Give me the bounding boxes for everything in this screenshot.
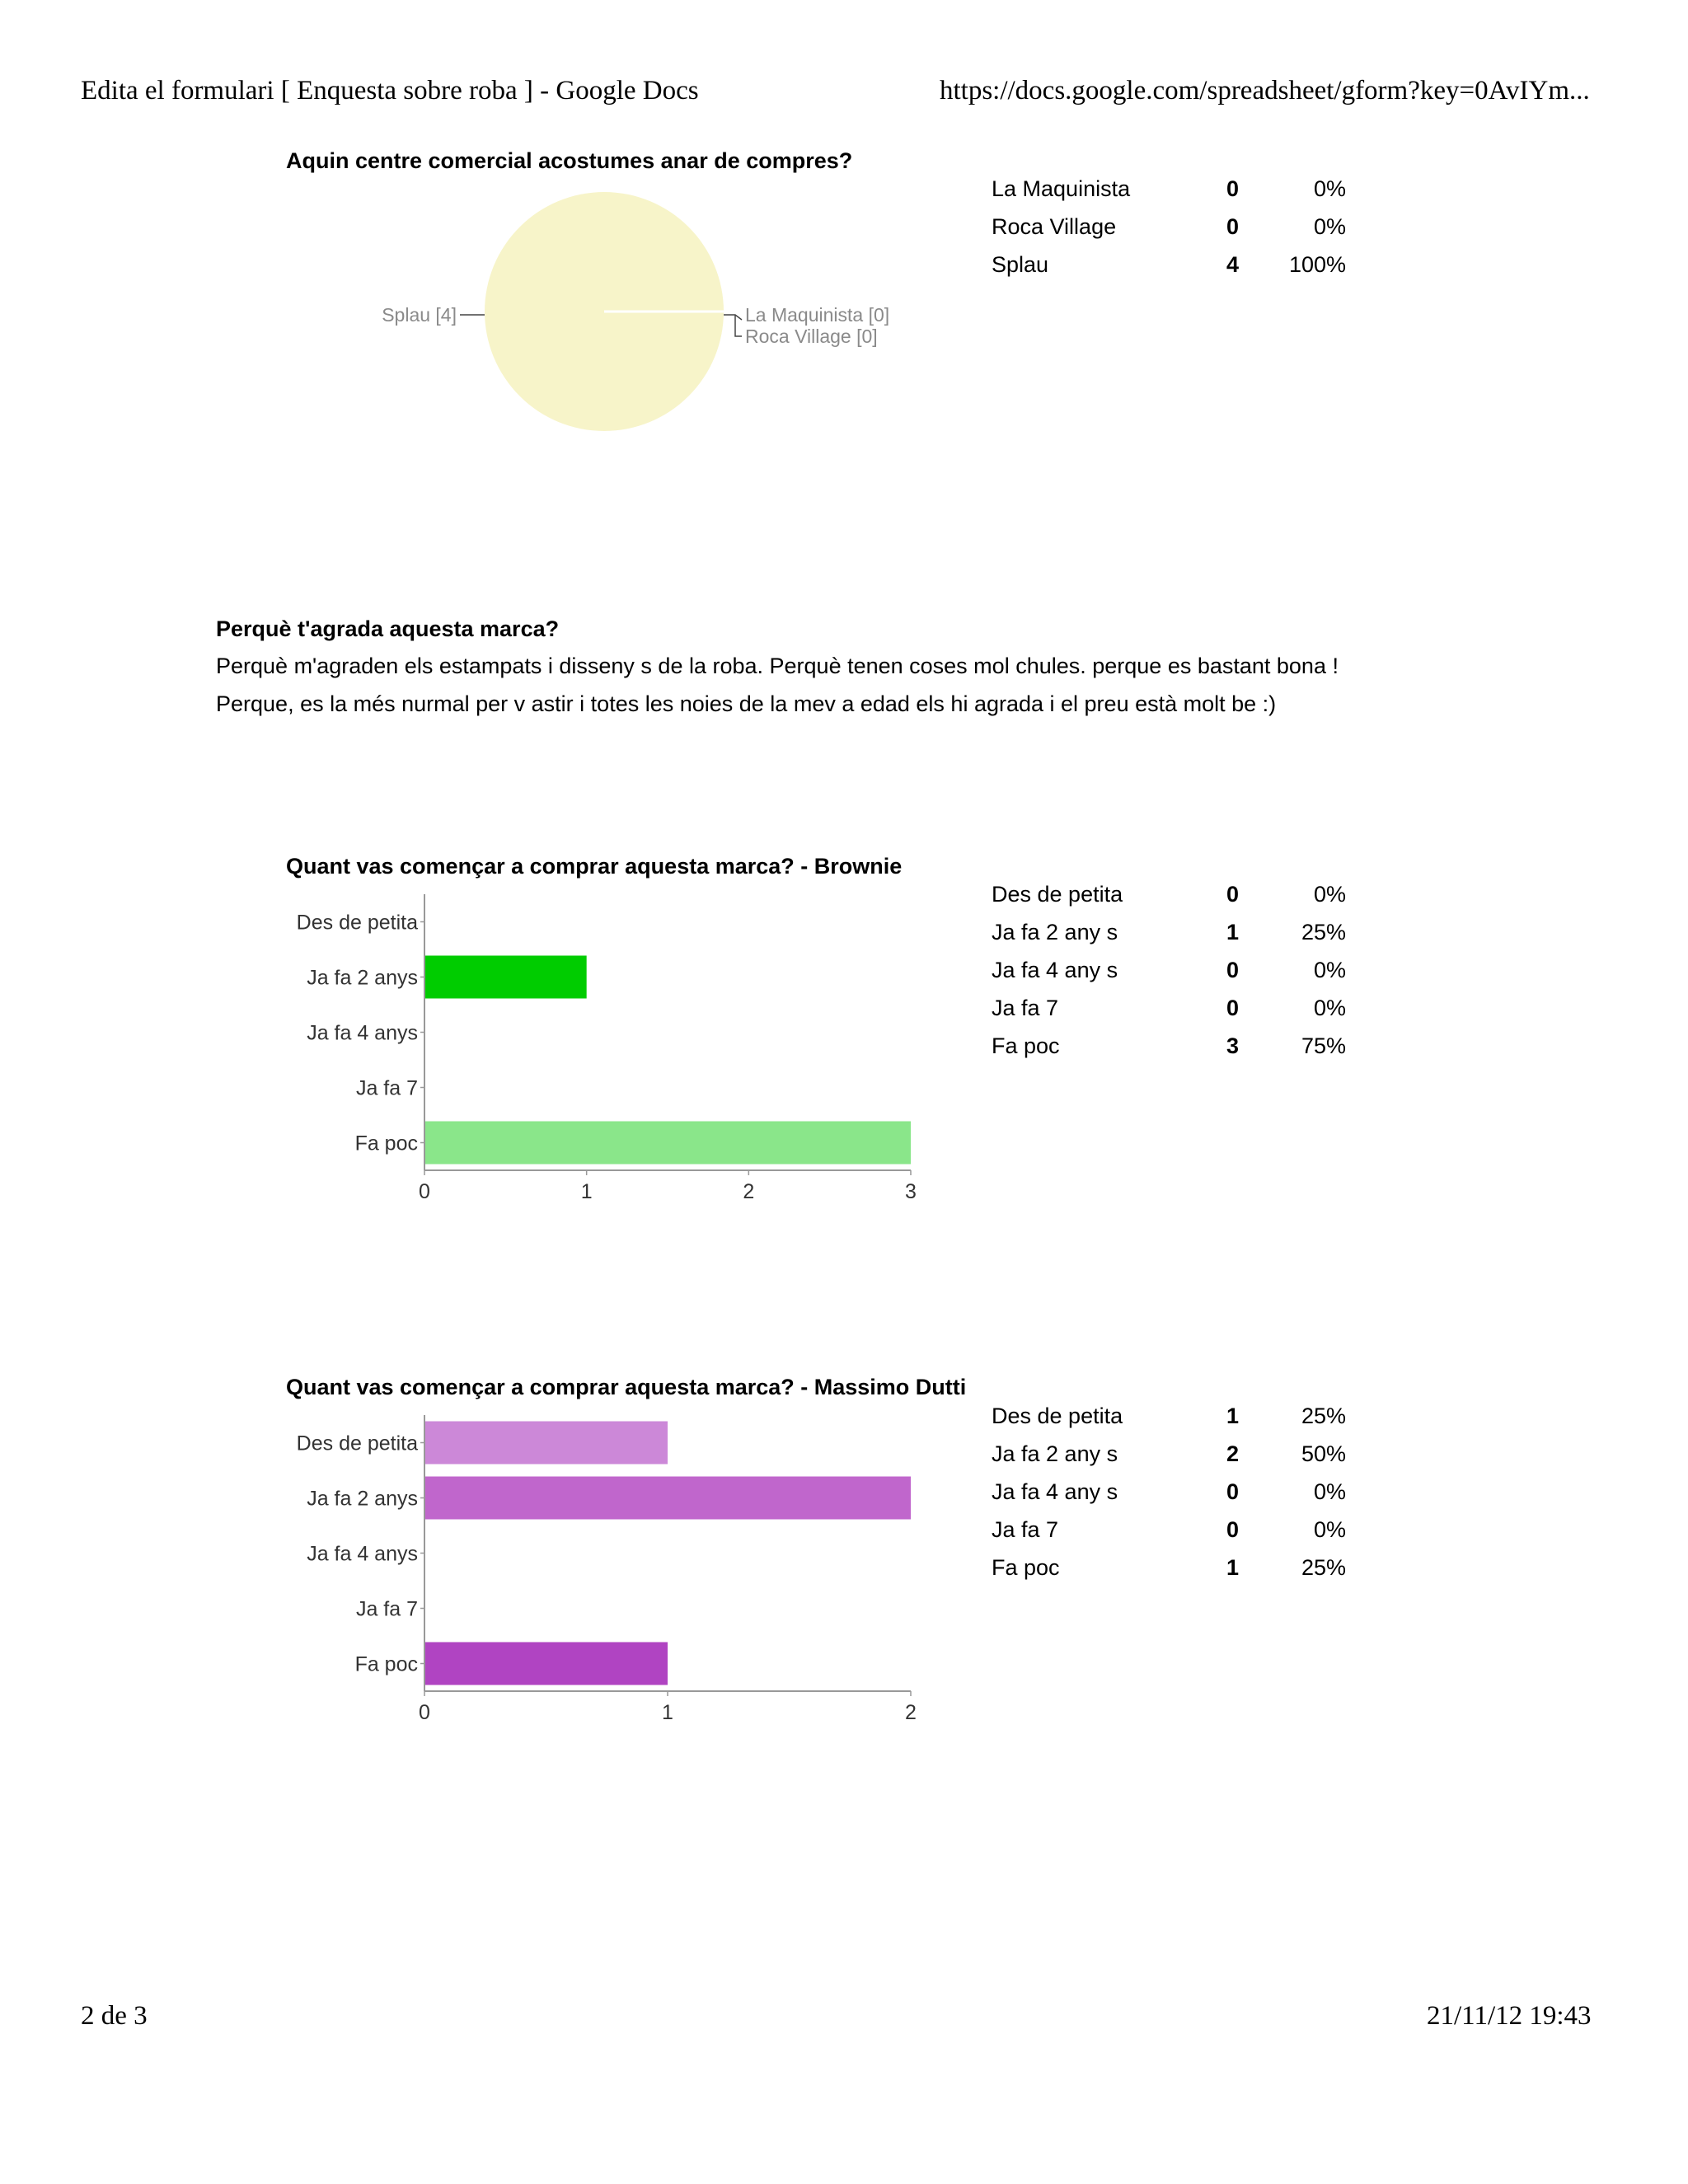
row-count: 2	[1226, 1441, 1239, 1466]
row-percent: 50%	[1301, 1441, 1346, 1466]
row-percent: 0%	[1313, 176, 1346, 201]
row-count: 0	[1226, 1479, 1239, 1504]
row-label: Roca Village	[992, 214, 1117, 239]
x-tick-label: 0	[419, 1180, 430, 1203]
row-label: Ja fa 2 any s	[992, 1441, 1118, 1466]
row-percent: 25%	[1301, 1555, 1346, 1580]
row-label: Fa poc	[992, 1555, 1060, 1580]
row-count: 0	[1226, 176, 1239, 201]
row-percent: 100%	[1288, 252, 1346, 277]
row-label: Des de petita	[992, 1404, 1123, 1428]
row-count: 1	[1226, 1404, 1239, 1428]
pie-slice-label: La Maquinista [0]	[745, 304, 890, 326]
row-percent: 0%	[1313, 996, 1346, 1020]
bar	[425, 1422, 668, 1465]
row-label: Ja fa 4 any s	[992, 1479, 1118, 1504]
pie-slice-label: Splau [4]	[382, 304, 457, 326]
category-label: Ja fa 4 anys	[307, 1542, 418, 1566]
row-count: 4	[1226, 252, 1239, 277]
page-number: 2 de 3	[81, 2001, 148, 2031]
x-tick-label: 0	[419, 1701, 430, 1724]
row-percent: 25%	[1301, 920, 1346, 944]
category-label: Ja fa 7	[355, 1597, 418, 1621]
row-percent: 75%	[1301, 1033, 1346, 1058]
x-tick-label: 1	[662, 1701, 673, 1724]
row-label: Fa poc	[992, 1033, 1060, 1058]
page-header-url[interactable]: https://docs.google.com/spreadsheet/gform?key=0AvIYm...	[940, 76, 1590, 105]
q1-title: Aquin centre comercial acostumes anar de compres?	[286, 148, 853, 173]
x-tick-label: 2	[743, 1180, 755, 1203]
print-timestamp: 21/11/12 19:43	[1427, 2001, 1592, 2031]
category-label: Ja fa 2 anys	[307, 1487, 418, 1511]
row-count: 0	[1226, 1517, 1239, 1542]
category-label: Ja fa 2 anys	[307, 966, 418, 990]
row-label: Ja fa 4 any s	[992, 958, 1118, 982]
row-label: Ja fa 7	[992, 1517, 1059, 1542]
category-label: Fa poc	[354, 1652, 418, 1676]
q2-answers-text: Perquè m'agraden els estampats i disseny s de la roba. Perquè tenen coses mol chules. perque es bastant bona ! Perque, es la més nurmal per v astir i totes les noies de la mev a edad els hi agrada i el preu està molt be :)	[216, 654, 1339, 716]
row-percent: 0%	[1313, 882, 1346, 907]
row-percent: 0%	[1313, 214, 1346, 239]
row-count: 0	[1226, 958, 1239, 982]
x-tick-label: 3	[905, 1180, 917, 1203]
x-tick-label: 1	[580, 1180, 593, 1203]
row-count: 3	[1226, 1033, 1239, 1058]
row-percent: 0%	[1313, 1517, 1346, 1542]
category-label: Fa poc	[354, 1132, 418, 1155]
row-label: Des de petita	[992, 882, 1123, 907]
row-count: 0	[1226, 214, 1239, 239]
row-label: Ja fa 7	[992, 996, 1059, 1020]
bar-chart-massimo-dutti	[272, 1415, 948, 1728]
bar	[425, 1643, 668, 1685]
x-tick-label: 2	[905, 1701, 917, 1724]
row-count: 1	[1226, 920, 1239, 944]
q4-title: Quant vas començar a comprar aquesta marca? - Massimo Dutti	[286, 1375, 967, 1399]
pie-slice-label: Roca Village [0]	[745, 326, 878, 347]
page-header-title: Edita el formulari [ Enquesta sobre roba ] - Google Docs	[81, 76, 699, 105]
bar	[425, 1122, 911, 1165]
q2-title: Perquè t'agrada aquesta marca?	[216, 616, 560, 641]
row-percent: 0%	[1313, 958, 1346, 982]
row-count: 0	[1226, 996, 1239, 1020]
row-count: 1	[1226, 1555, 1239, 1580]
bar	[425, 1477, 911, 1520]
category-label: Ja fa 4 anys	[307, 1021, 418, 1045]
row-label: La Maquinista	[992, 176, 1131, 201]
q3-title: Quant vas començar a comprar aquesta marca? - Brownie	[286, 854, 903, 879]
row-label: Ja fa 2 any s	[992, 920, 1118, 944]
row-count: 0	[1226, 882, 1239, 907]
pie-chart-shopping-center	[363, 185, 940, 449]
row-label: Splau	[992, 252, 1049, 277]
category-label: Des de petita	[296, 1432, 418, 1455]
bar-chart-brownie	[272, 894, 948, 1207]
row-percent: 0%	[1313, 1479, 1346, 1504]
pie-label-leader	[724, 315, 742, 320]
category-label: Des de petita	[296, 911, 418, 935]
category-label: Ja fa 7	[355, 1076, 418, 1100]
row-percent: 25%	[1301, 1404, 1346, 1428]
bar	[425, 956, 587, 999]
